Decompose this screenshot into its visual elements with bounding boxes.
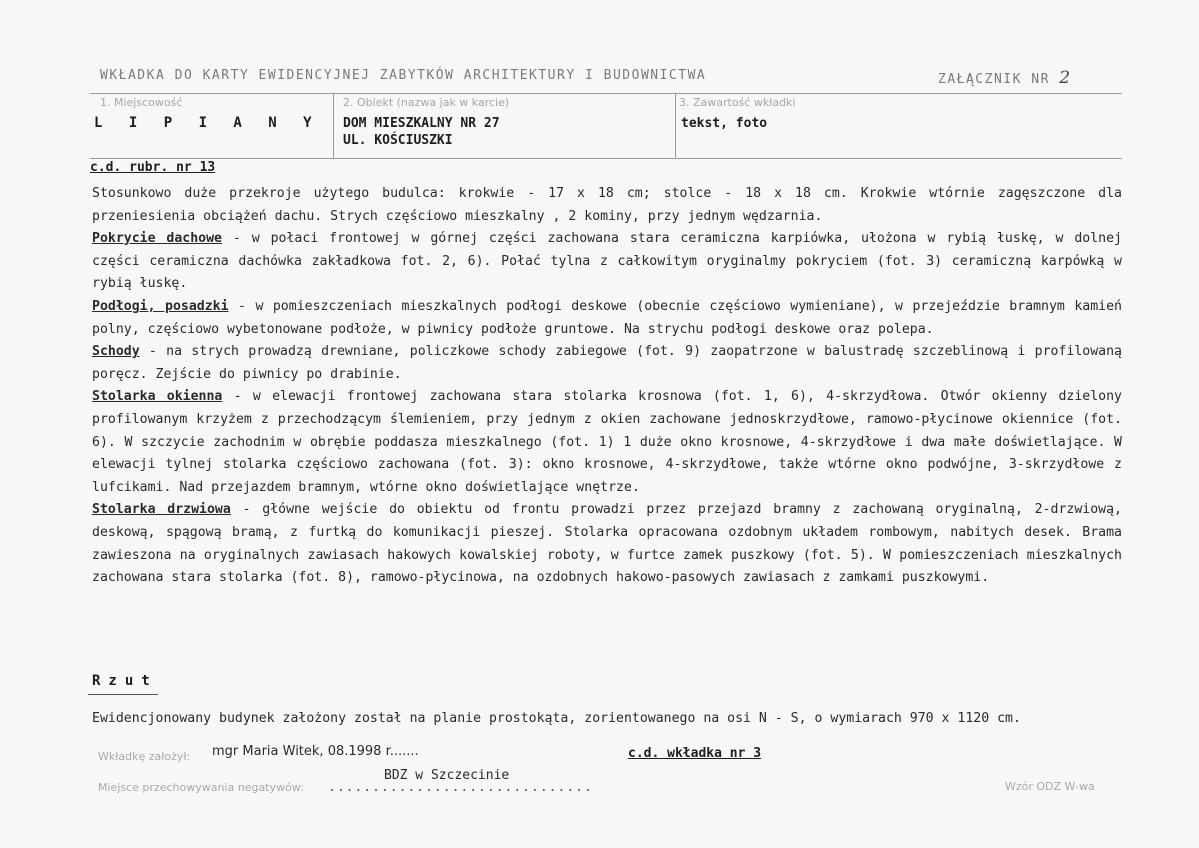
floors-paragraph [92,296,1122,341]
continuation-text: c.d. wkładka nr 3 [628,746,762,761]
object-value [343,115,500,149]
negatives-value: BDZ w Szczecinie [384,768,510,783]
negatives-dots: .............................. [328,780,593,795]
author-value-text: mgr Maria Witek, 08.1998 r. [212,744,394,759]
negatives-label: Miejsce przechowywania negatywów: [98,781,304,794]
contents-label: 3. Zawartość wkładki [679,96,796,109]
windows-paragraph [92,386,1122,499]
body-text [92,183,1122,590]
field-divider-1 [333,93,334,158]
header-top-rule [90,93,1122,94]
author-value [212,744,419,759]
plan-heading-underline [88,694,158,695]
author-dots: ...... [393,744,419,759]
annex-number: 2 [1059,68,1072,88]
plan-text: Ewidencjonowany budynek założony został na planie prostokąta, zorientowanego na osi N - S, o wymiarach 970 x 1120 cm. [92,711,1021,726]
continuation-note [628,746,761,761]
location-value-text: L I P I A N Y [94,115,321,131]
object-label: 2. Obiekt (nazwa jak w karcie) [343,96,510,109]
form-title: WKŁADKA DO KARTY EWIDENCYJNEJ ZABYTKÓW ARCHITEKTURY I BUDOWNICTWA [100,68,707,83]
form-model-label: Wzór ODZ W-wa [1005,780,1095,793]
author-label: Wkładkę założył: [98,750,191,763]
contents-value-text: tekst, foto [681,116,768,131]
plan-heading: Rzut [92,673,158,689]
doors-heading: Stolarka drzwiowa [92,502,231,518]
floors-heading: Podłogi, posadzki [92,298,229,314]
header-bottom-rule [90,158,1122,159]
object-line-1: DOM MIESZKALNY NR 27 [343,116,500,131]
annex-label [938,68,1078,88]
doors-paragraph [92,499,1122,589]
section-reference: c.d. rubr. nr 13 [90,160,216,175]
contents-value [681,115,767,132]
location-label: 1. Miejscowość [100,96,183,109]
floors-text: - w pomieszczeniach mieszkalnych podłogi deskowe (obecnie częściowo wymieniane), w przejeździe bramnym kamień polny, częściowo wybetonowane podłoże, w piwnicy podłoże gruntowe. Na strychu podłogi deskowe oraz polepa. [92,298,1122,337]
stairs-heading: Schody [92,344,140,360]
roof-text: - w połaci frontowej w górnej części zachowana stara ceramiczna karpiówka, ułożona w rybią łuskę, w dolnej części ceramiczna dachówka zakładkowa fot. 2, 6). Połać tylna z całkowitym oryginalmy pokryciem (fot. 3) ceramiczną karpówką w rybią łuskę. [92,231,1123,292]
stairs-text: - na strych prowadzą drewniane, policzkowe schody zabiegowe (fot. 9) zaopatrzone w balustradę szczeblinową i profilowaną poręcz. Zejście do piwnicy po drabinie. [92,344,1122,382]
intro-paragraph: Stosunkowo duże przekroje użytego budulca: krokwie - 17 x 18 cm; stolce - 18 x 18 cm. Krokwie wtórnie zagęszczone dla przeniesienia obciążeń dachu. Strych częściowo mieszkalny , 2 kominy, przy jednym wędzarnia. [92,186,1122,224]
location-value [94,115,321,132]
windows-text: - w elewacji frontowej zachowana stara stolarka krosnowa (fot. 1, 6), 4-skrzydłowa. Otwór okienny dzielony profilowanym krzyżem z przechodzącym ślemieniem, przy jednym z okien zachowane jednoskrzydłowe, ramowo-płycinowe okiennice (fot. 6). W szczycie zachodnim w obrębie poddasza mieszkalnego (fot. 1) 1 duże okno krosnowe, 4-skrzydłowe i dwa małe doświetlające. W elewacji tylnej stolarka częściowo zachowana (fot. 3): okno krosnowe, 4-skrzydłowe, także wtórne okno podwójne, 3-skrzydłowe z lufcikami. Nad przejazdem bramnym, wtórne okno doświetlające wnętrze. [92,389,1122,495]
roof-heading: Pokrycie dachowe [92,231,223,247]
object-line-2: UL. KOŚCIUSZKI [343,133,453,148]
doors-text: - główne wejście do obiektu od frontu prowadzi przez przejazd bramny z zachowaną oryginalną, 2-drzwiową, deskową, spągową bramą, z furtką do komunikacji pieszej. Stolarka opracowana ozdobnym układem rombowym, nabitych desek. Brama zawieszona na oryginalnych zawiasach hakowych kowalskiej roboty, w furtce zamek puszkowy (fot. 5). W pomieszczeniach mieszkalnych zachowana stara stolarka (fot. 8), ramowo-płycinowa, na ozdobnych hakowo-pasowych zawiasach z zamkami puszkowymi. [92,502,1122,586]
windows-heading: Stolarka okienna [92,389,223,405]
stairs-paragraph [92,341,1122,386]
annex-label-text: ZAŁĄCZNIK NR [938,72,1050,87]
field-divider-2 [675,93,676,158]
roof-paragraph [92,228,1122,296]
